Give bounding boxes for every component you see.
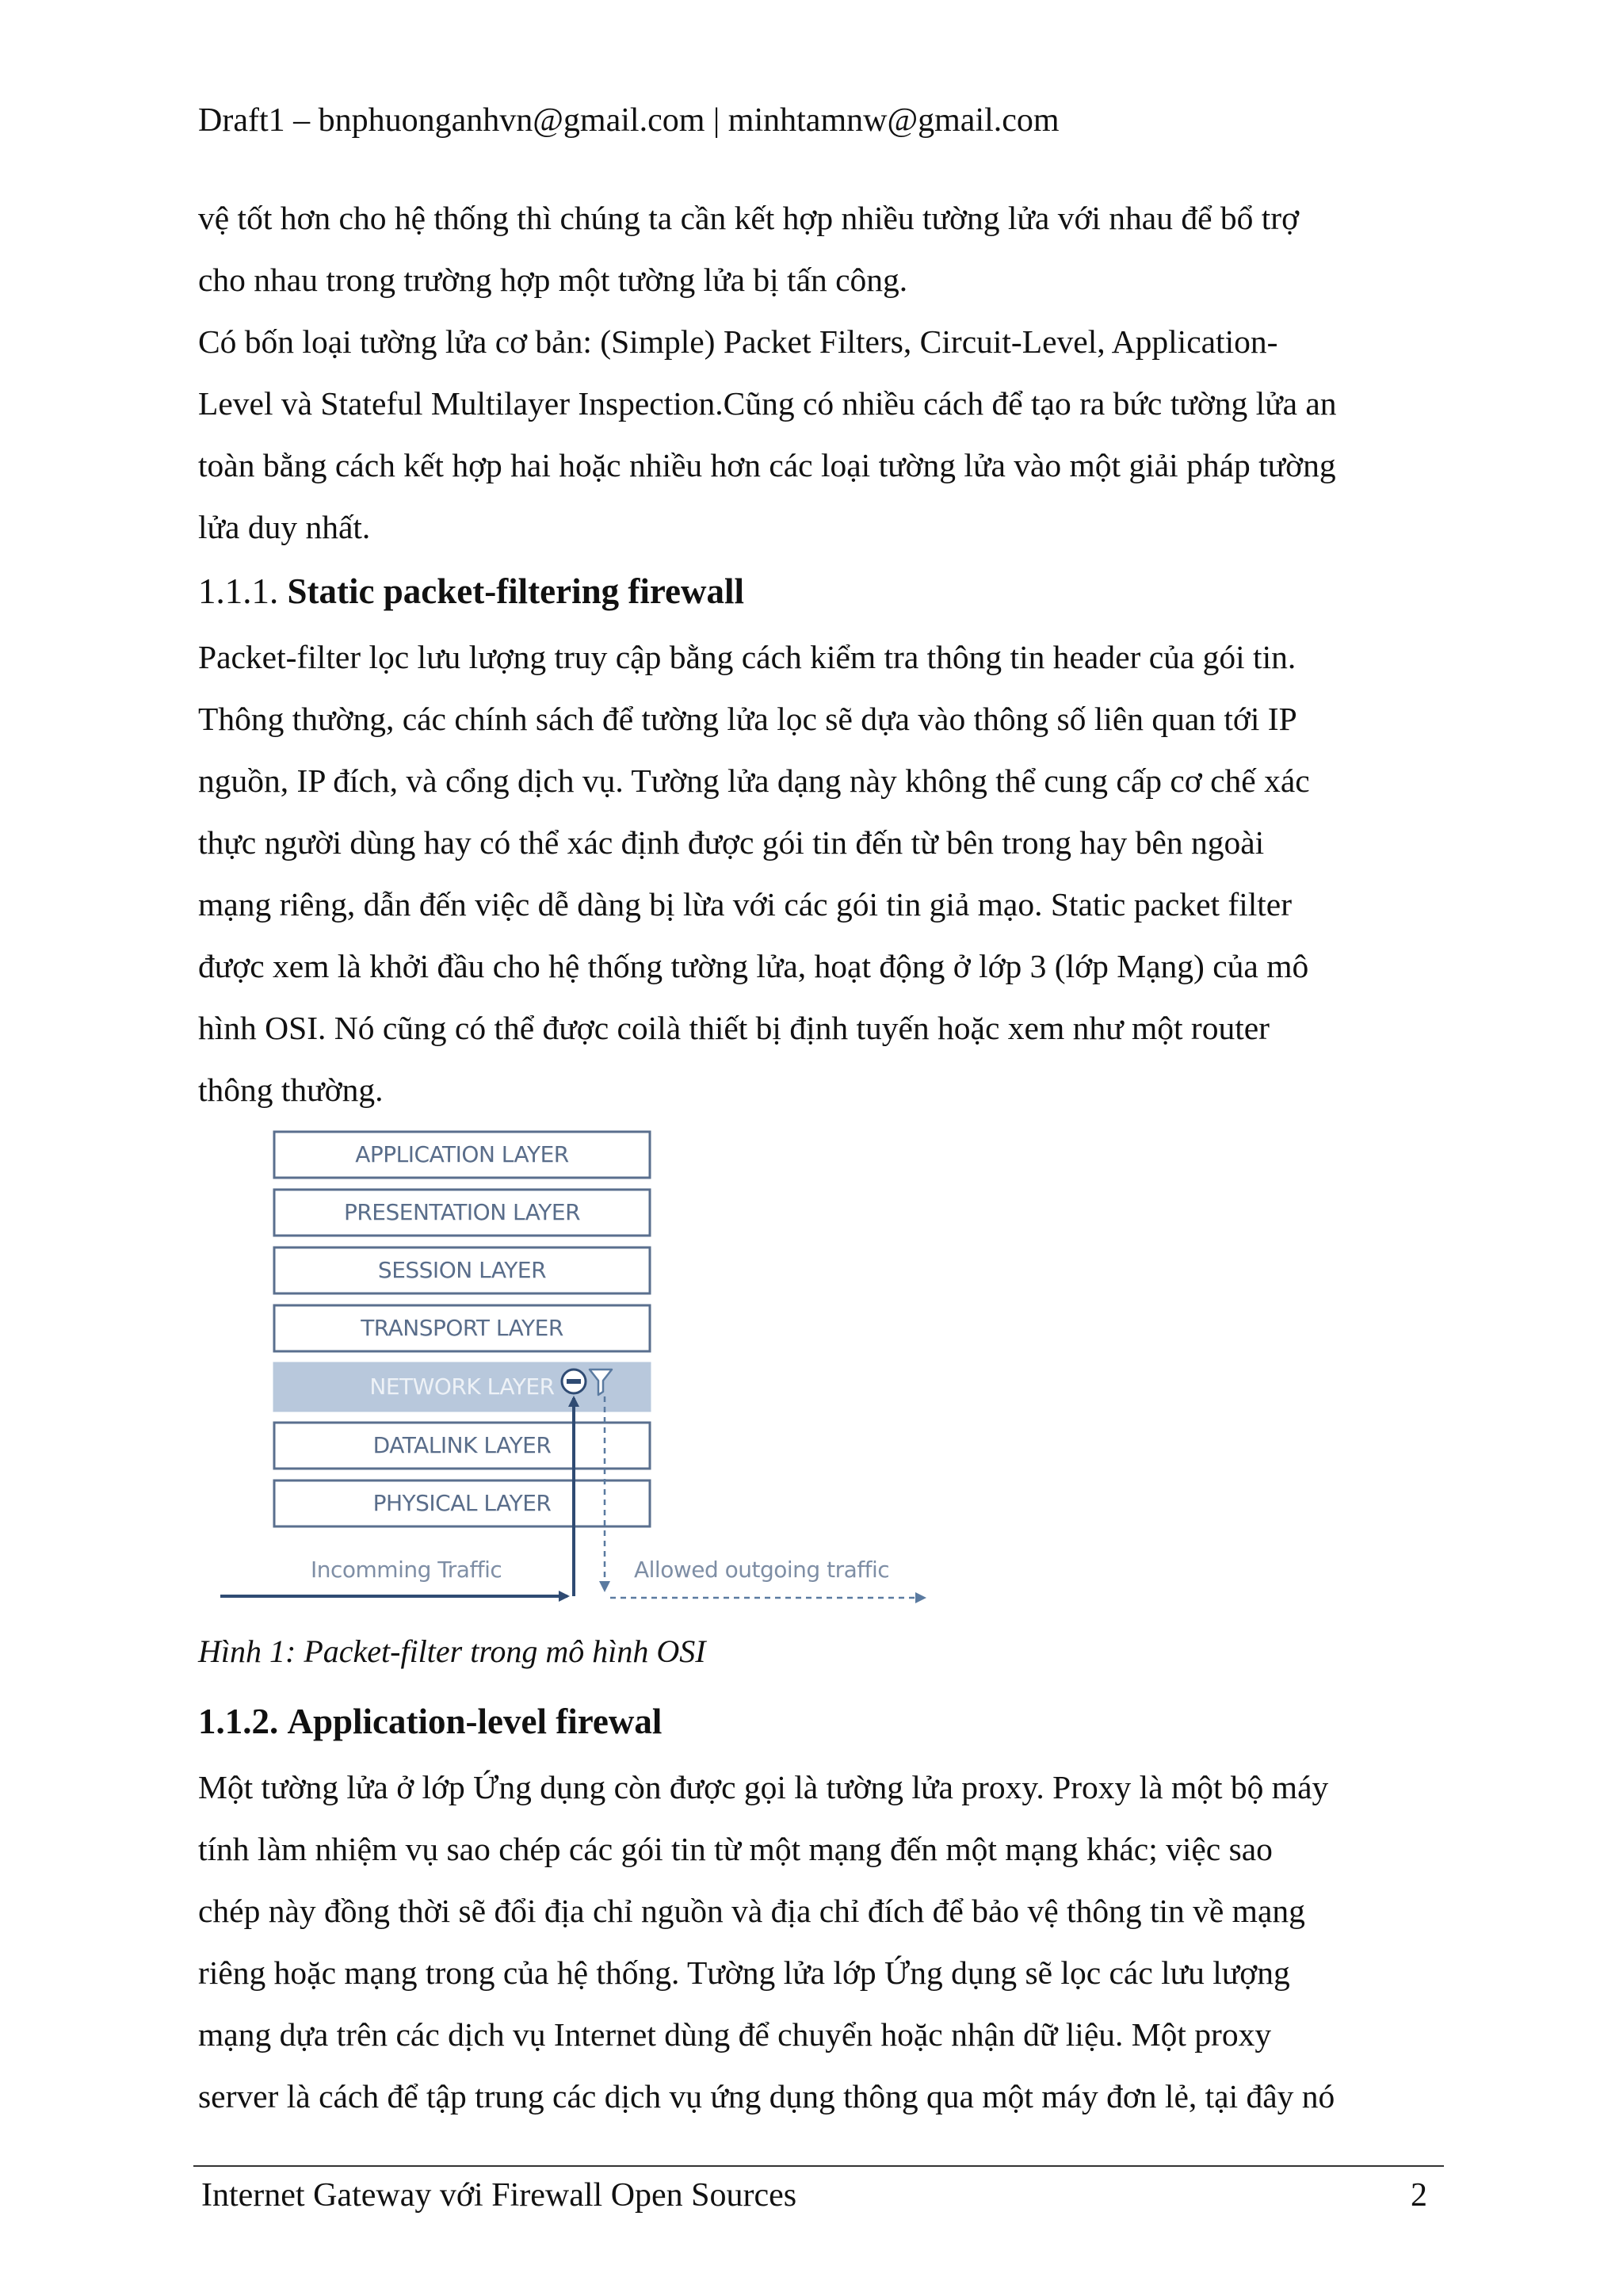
section-2-line-1: Một tường lửa ở lớp Ứng dụng còn được gọi là tường lửa proxy. Proxy là một bộ máy — [198, 1769, 1329, 1805]
layer-session — [274, 1247, 650, 1293]
layer-label: PRESENTATION LAYER — [343, 1199, 581, 1225]
layer-label: APPLICATION LAYER — [355, 1141, 569, 1167]
footer-title: Internet Gateway với Firewall Open Sources — [201, 2177, 797, 2214]
section-2-line-5: mạng dựa trên các dịch vụ Internet dùng để chuyển hoặc nhận dữ liệu. Một proxy — [198, 2016, 1272, 2053]
layer-presentation — [274, 1190, 650, 1236]
section-1-line-1: Packet-filter lọc lưu lượng truy cập bằng cách kiểm tra thông tin header của gói tin. — [198, 639, 1296, 675]
intro-line-5: toàn bằng cách kết hợp hai hoặc nhiều hơn các loại tường lửa vào một giải pháp tường — [198, 447, 1336, 483]
section-2-line-2: tính làm nhiệm vụ sao chép các gói tin từ một mạng đến một mạng khác; việc sao — [198, 1831, 1273, 1867]
intro-line-2: cho nhau trong trường hợp một tường lửa bị tấn công. — [198, 262, 908, 298]
layer-label: NETWORK LAYER — [369, 1373, 555, 1400]
layer-label: SESSION LAYER — [377, 1257, 547, 1283]
footer-divider — [193, 2165, 1444, 2167]
section-1-line-6: được xem là khởi đầu cho hệ thống tường lửa, hoạt động ở lớp 3 (lớp Mạng) của mô — [198, 948, 1309, 984]
page-header: Draft1 – bnphuonganhvn@gmail.com | minhtamnw@gmail.com — [198, 102, 1060, 139]
layer-transport — [274, 1305, 650, 1351]
section-number-2: 1.1.2. — [198, 1702, 279, 1741]
section-1-line-7: hình OSI. Nó cũng có thể được coilà thiết bị định tuyến hoặc xem như một router — [198, 1010, 1270, 1046]
section-2-line-6: server là cách để tập trung các dịch vụ ứng dụng thông qua một máy đơn lẻ, tại đây nó — [198, 2078, 1335, 2115]
figure-caption: Hình 1: Packet-filter trong mô hình OSI — [198, 1633, 706, 1669]
layer-physical — [274, 1480, 650, 1526]
section-heading-1 — [198, 566, 744, 617]
page-number: 2 — [1411, 2177, 1427, 2214]
section-number-1: 1.1.1. — [198, 571, 279, 611]
section-1-line-3: nguồn, IP đích, và cổng dịch vụ. Tường lửa dạng này không thể cung cấp cơ chế xác — [198, 762, 1310, 799]
layer-application — [274, 1132, 650, 1178]
osi-packet-filter-figure — [214, 1125, 943, 1617]
block-icon — [562, 1370, 586, 1393]
section-2-line-4: riêng hoặc mạng trong của hệ thống. Tường lửa lớp Ứng dụng sẽ lọc các lưu lượng — [198, 1954, 1290, 1991]
layer-label: DATALINK LAYER — [372, 1432, 552, 1458]
intro-line-3: Có bốn loại tường lửa cơ bản: (Simple) Packet Filters, Circuit-Level, Application- — [198, 323, 1278, 360]
layer-label: TRANSPORT LAYER — [361, 1315, 563, 1341]
section-1-line-5: mạng riêng, dẫn đến việc dễ dàng bị lừa với các gói tin giả mạo. Static packet filter — [198, 886, 1293, 923]
section-1-line-4: thực người dùng hay có thể xác định được gói tin đến từ bên trong hay bên ngoài — [198, 824, 1265, 861]
intro-line-1: vệ tốt hơn cho hệ thống thì chúng ta cần kết hợp nhiều tường lửa với nhau để bổ trợ — [198, 200, 1300, 236]
outgoing-traffic-label: Allowed outgoing traffic — [634, 1557, 890, 1583]
layer-label: PHYSICAL LAYER — [372, 1490, 552, 1516]
incoming-traffic-label: Incomming Traffic — [311, 1557, 502, 1583]
intro-line-6: lửa duy nhất. — [198, 509, 371, 545]
intro-line-4: Level và Stateful Multilayer Inspection.Cũng có nhiều cách để tạo ra bức tường lửa an — [198, 385, 1337, 422]
section-heading-2 — [198, 1696, 662, 1747]
section-title-2: Application-level firewal — [287, 1702, 663, 1741]
layer-datalink — [274, 1423, 650, 1469]
section-1-line-8: thông thường. — [198, 1072, 384, 1108]
section-2-line-3: chép này đồng thời sẽ đổi địa chỉ nguồn và địa chỉ đích để bảo vệ thông tin về mạng — [198, 1893, 1305, 1929]
section-1-line-2: Thông thường, các chính sách để tường lửa lọc sẽ dựa vào thông số liên quan tới IP — [198, 701, 1297, 737]
section-title-1: Static packet-filtering firewall — [287, 571, 745, 611]
